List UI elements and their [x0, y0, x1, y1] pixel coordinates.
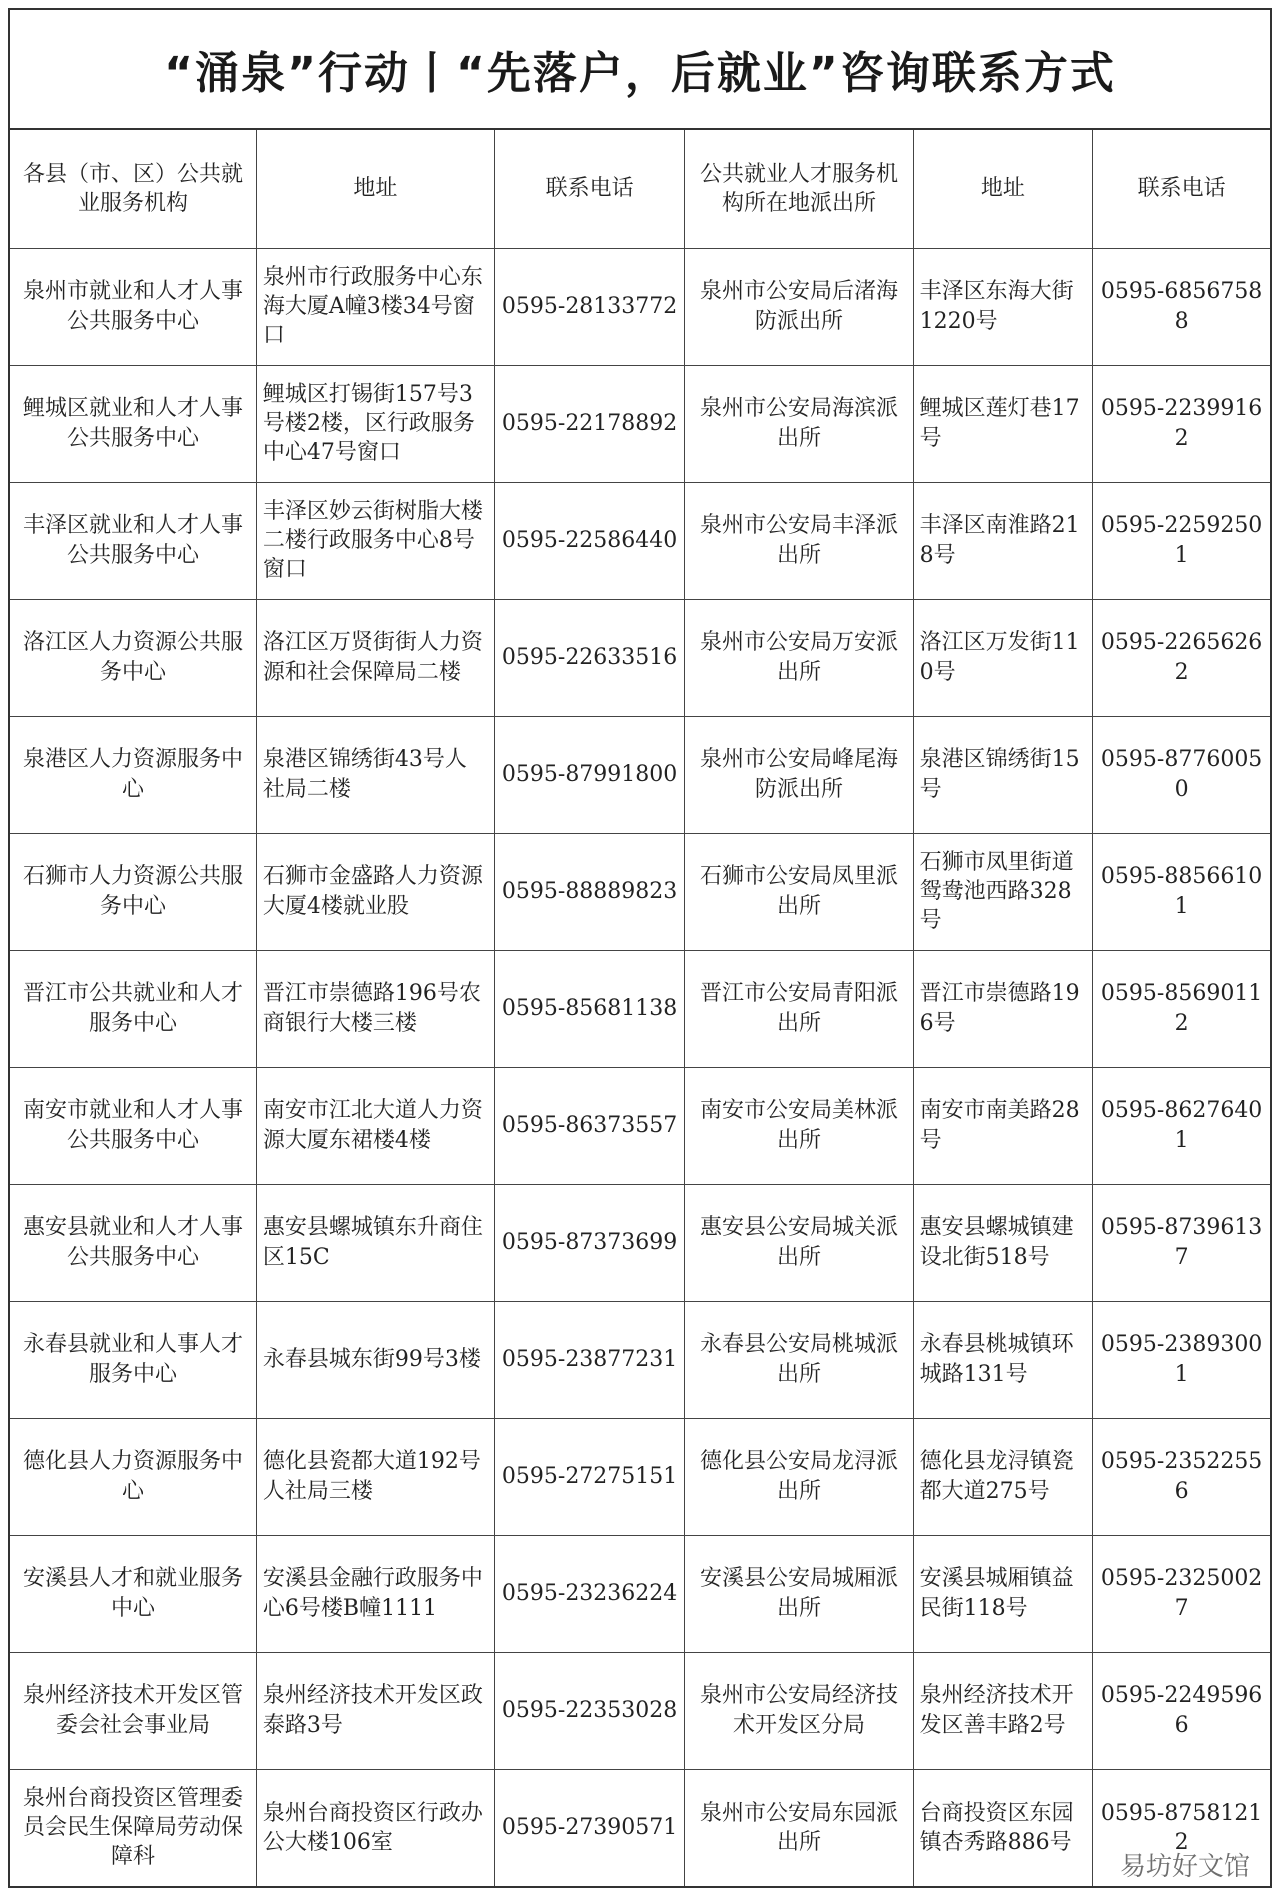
- police-station: 石狮市公安局凤里派出所: [685, 833, 913, 950]
- agency-address: 泉州经济技术开发区政泰路3号: [256, 1652, 494, 1769]
- police-station: 泉州市公安局丰泽派出所: [685, 482, 913, 599]
- table-row: [10, 1652, 1270, 1769]
- police-phone: 0595-87581212: [1093, 1769, 1270, 1886]
- agency-phone: 0595-28133772: [494, 248, 685, 365]
- header-agency: 各县（市、区）公共就业服务机构: [10, 130, 256, 248]
- agency-phone: 0595-22586440: [494, 482, 685, 599]
- police-station: 泉州市公安局海滨派出所: [685, 365, 913, 482]
- agency-phone: 0595-22633516: [494, 599, 685, 716]
- agency-name: 泉州台商投资区管理委员会民生保障局劳动保障科: [10, 1769, 256, 1886]
- agency-address: 泉州台商投资区行政办公大楼106室: [256, 1769, 494, 1886]
- police-address: 泉州经济技术开发区善丰路2号: [913, 1652, 1093, 1769]
- contact-sheet: [8, 8, 1272, 1888]
- table-row: [10, 833, 1270, 950]
- police-station: 惠安县公安局城关派出所: [685, 1184, 913, 1301]
- police-address: 鲤城区莲灯巷17号: [913, 365, 1093, 482]
- agency-phone: 0595-86373557: [494, 1067, 685, 1184]
- police-address: 晋江市崇德路196号: [913, 950, 1093, 1067]
- police-phone: 0595-22495966: [1093, 1652, 1270, 1769]
- table-row: [10, 1769, 1270, 1886]
- page-title: “涌泉”行动丨“先落户，后就业”咨询联系方式: [10, 10, 1270, 130]
- agency-phone: 0595-85681138: [494, 950, 685, 1067]
- police-address: 泉港区锦绣街15号: [913, 716, 1093, 833]
- agency-name: 泉州经济技术开发区管委会社会事业局: [10, 1652, 256, 1769]
- police-address: 南安市南美路28号: [913, 1067, 1093, 1184]
- table-row: [10, 1184, 1270, 1301]
- agency-address: 泉州市行政服务中心东海大厦A幢3楼34号窗口: [256, 248, 494, 365]
- agency-phone: 0595-22353028: [494, 1652, 685, 1769]
- table-row: [10, 716, 1270, 833]
- agency-name: 鲤城区就业和人才人事公共服务中心: [10, 365, 256, 482]
- contact-table: [10, 130, 1270, 1886]
- agency-address: 泉港区锦绣街43号人社局二楼: [256, 716, 494, 833]
- police-station: 晋江市公安局青阳派出所: [685, 950, 913, 1067]
- agency-name: 泉港区人力资源服务中心: [10, 716, 256, 833]
- agency-address: 洛江区万贤街街人力资源和社会保障局二楼: [256, 599, 494, 716]
- police-phone: 0595-22399162: [1093, 365, 1270, 482]
- agency-address: 石狮市金盛路人力资源大厦4楼就业股: [256, 833, 494, 950]
- police-phone: 0595-88566101: [1093, 833, 1270, 950]
- header-row: [10, 130, 1270, 248]
- police-station: 德化县公安局龙浔派出所: [685, 1418, 913, 1535]
- police-phone: 0595-85690112: [1093, 950, 1270, 1067]
- agency-address: 安溪县金融行政服务中心6号楼B幢1111: [256, 1535, 494, 1652]
- table-row: [10, 1418, 1270, 1535]
- table-row: [10, 599, 1270, 716]
- agency-address: 永春县城东街99号3楼: [256, 1301, 494, 1418]
- police-address: 石狮市凤里街道鸳鸯池西路328号: [913, 833, 1093, 950]
- header-police-address: 地址: [913, 130, 1093, 248]
- table-row: [10, 1301, 1270, 1418]
- police-address: 洛江区万发街110号: [913, 599, 1093, 716]
- police-station: 永春县公安局桃城派出所: [685, 1301, 913, 1418]
- agency-name: 安溪县人才和就业服务中心: [10, 1535, 256, 1652]
- police-phone: 0595-22656262: [1093, 599, 1270, 716]
- agency-phone: 0595-88889823: [494, 833, 685, 950]
- agency-name: 惠安县就业和人才人事公共服务中心: [10, 1184, 256, 1301]
- police-address: 台商投资区东园镇杏秀路886号: [913, 1769, 1093, 1886]
- agency-name: 石狮市人力资源公共服务中心: [10, 833, 256, 950]
- agency-name: 泉州市就业和人才人事公共服务中心: [10, 248, 256, 365]
- table-row: [10, 248, 1270, 365]
- police-phone: 0595-87760050: [1093, 716, 1270, 833]
- agency-phone: 0595-87373699: [494, 1184, 685, 1301]
- table-row: [10, 365, 1270, 482]
- police-address: 丰泽区南淮路218号: [913, 482, 1093, 599]
- agency-phone: 0595-87991800: [494, 716, 685, 833]
- police-station: 泉州市公安局东园派出所: [685, 1769, 913, 1886]
- agency-name: 南安市就业和人才人事公共服务中心: [10, 1067, 256, 1184]
- police-phone: 0595-68567588: [1093, 248, 1270, 365]
- agency-phone: 0595-27275151: [494, 1418, 685, 1535]
- police-address: 永春县桃城镇环城路131号: [913, 1301, 1093, 1418]
- agency-name: 丰泽区就业和人才人事公共服务中心: [10, 482, 256, 599]
- watermark-text: 易坊好文馆: [1119, 1852, 1250, 1882]
- agency-address: 南安市江北大道人力资源大厦东裙楼4楼: [256, 1067, 494, 1184]
- agency-address: 丰泽区妙云街树脂大楼二楼行政服务中心8号窗口: [256, 482, 494, 599]
- agency-phone: 0595-22178892: [494, 365, 685, 482]
- police-address: 惠安县螺城镇建设北街518号: [913, 1184, 1093, 1301]
- police-address: 德化县龙浔镇瓷都大道275号: [913, 1418, 1093, 1535]
- agency-name: 晋江市公共就业和人才服务中心: [10, 950, 256, 1067]
- police-address: 安溪县城厢镇益民街118号: [913, 1535, 1093, 1652]
- table-row: [10, 1535, 1270, 1652]
- police-address: 丰泽区东海大街1220号: [913, 248, 1093, 365]
- agency-address: 晋江市崇德路196号农商银行大楼三楼: [256, 950, 494, 1067]
- agency-address: 惠安县螺城镇东升商住区15C: [256, 1184, 494, 1301]
- police-phone: 0595-23893001: [1093, 1301, 1270, 1418]
- police-station: 南安市公安局美林派出所: [685, 1067, 913, 1184]
- agency-phone: 0595-23877231: [494, 1301, 685, 1418]
- police-station: 泉州市公安局后渚海防派出所: [685, 248, 913, 365]
- police-phone: 0595-23522556: [1093, 1418, 1270, 1535]
- header-address: 地址: [256, 130, 494, 248]
- agency-phone: 0595-27390571: [494, 1769, 685, 1886]
- header-police-phone: 联系电话: [1093, 130, 1270, 248]
- table-row: [10, 1067, 1270, 1184]
- table-row: [10, 950, 1270, 1067]
- header-phone: 联系电话: [494, 130, 685, 248]
- police-station: 泉州市公安局峰尾海防派出所: [685, 716, 913, 833]
- header-police-station: 公共就业人才服务机构所在地派出所: [685, 130, 913, 248]
- police-phone: 0595-87396137: [1093, 1184, 1270, 1301]
- agency-name: 德化县人力资源服务中心: [10, 1418, 256, 1535]
- police-station: 泉州市公安局万安派出所: [685, 599, 913, 716]
- agency-name: 洛江区人力资源公共服务中心: [10, 599, 256, 716]
- police-phone: 0595-23250027: [1093, 1535, 1270, 1652]
- agency-phone: 0595-23236224: [494, 1535, 685, 1652]
- police-phone: 0595-22592501: [1093, 482, 1270, 599]
- agency-name: 永春县就业和人事人才服务中心: [10, 1301, 256, 1418]
- police-phone: 0595-86276401: [1093, 1067, 1270, 1184]
- agency-address: 德化县瓷都大道192号人社局三楼: [256, 1418, 494, 1535]
- police-station: 泉州市公安局经济技术开发区分局: [685, 1652, 913, 1769]
- table-row: [10, 482, 1270, 599]
- agency-address: 鲤城区打锡街157号3号楼2楼，区行政服务中心47号窗口: [256, 365, 494, 482]
- police-station: 安溪县公安局城厢派出所: [685, 1535, 913, 1652]
